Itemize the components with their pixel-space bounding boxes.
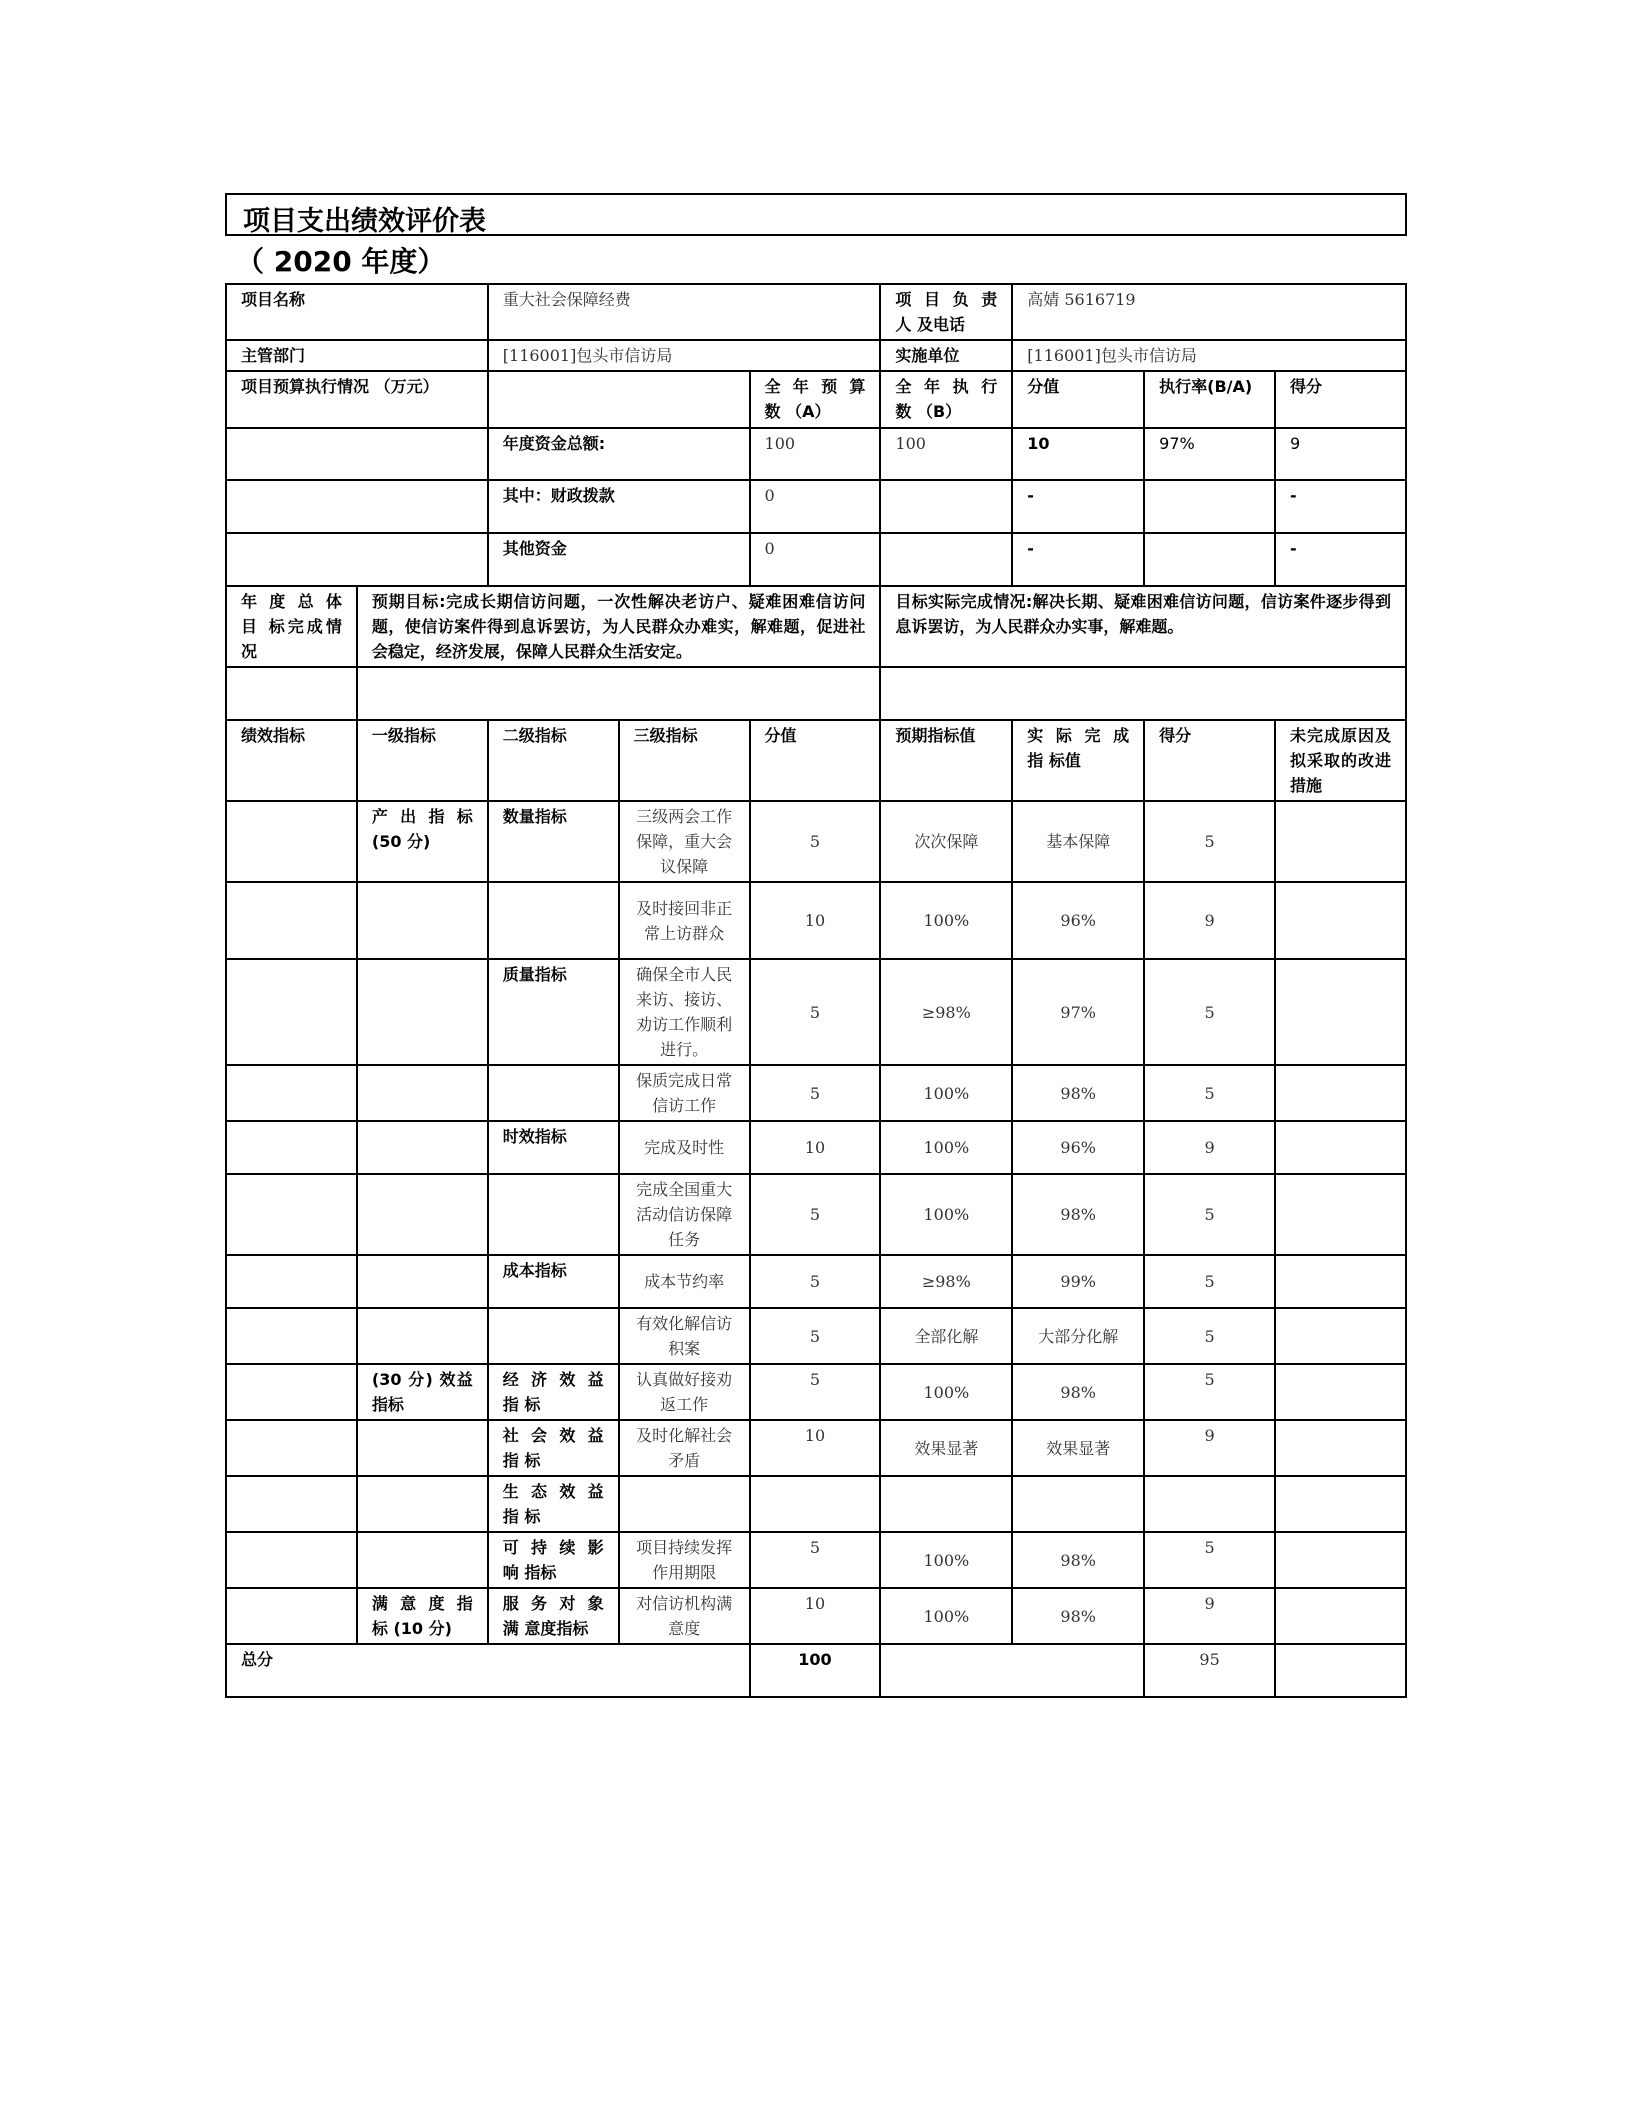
budget-row (226, 533, 1406, 586)
perf-l2 (488, 882, 619, 959)
perf-value: 5 (750, 1364, 881, 1420)
perf-header: 绩效指标 (226, 720, 357, 801)
perf-expected: 次次保障 (880, 801, 1012, 882)
budget-header-b: 全 年 执 行 数 （B） (880, 371, 1012, 428)
perf-l3: 认真做好接劝返工作 (619, 1364, 750, 1420)
perf-value: 5 (750, 1532, 881, 1588)
budget-row-b (880, 533, 1012, 586)
perf-row (226, 1174, 1406, 1255)
perf-value: 10 (750, 1121, 881, 1174)
perf-score: 9 (1144, 1420, 1275, 1476)
perf-l3: 完成及时性 (619, 1121, 750, 1174)
perf-row (226, 1476, 1406, 1532)
perf-actual (1012, 1476, 1144, 1532)
perf-l2: 时效指标 (488, 1121, 619, 1174)
perf-header: 未完成原因及拟采取的改进措施 (1275, 720, 1406, 801)
perf-expected: 效果显著 (880, 1420, 1012, 1476)
perf-score: 5 (1144, 1308, 1275, 1364)
perf-l1: 满 意 度 指 标 (10 分) (357, 1588, 488, 1644)
unit-label: 实施单位 (880, 340, 1012, 371)
perf-reason (1275, 1364, 1406, 1420)
perf-value: 10 (750, 1420, 881, 1476)
perf-score: 9 (1144, 882, 1275, 959)
perf-blank (226, 1255, 357, 1308)
perf-l1: 产 出 指 标 (50 分) (357, 801, 488, 882)
budget-header-rate: 执行率(B/A) (1144, 371, 1275, 428)
perf-expected: ≥98% (880, 959, 1012, 1065)
perf-reason (1275, 1532, 1406, 1588)
perf-l2: 质量指标 (488, 959, 619, 1065)
perf-header: 得分 (1144, 720, 1275, 801)
perf-l3: 保质完成日常信访工作 (619, 1065, 750, 1121)
perf-reason (1275, 1121, 1406, 1174)
perf-blank (226, 1420, 357, 1476)
budget-row-rate: 97% (1144, 428, 1275, 480)
row-dept (226, 340, 1406, 371)
perf-l3: 项目持续发挥作用期限 (619, 1532, 750, 1588)
perf-blank (226, 1532, 357, 1588)
budget-label: 项目预算执行情况 （万元） (226, 371, 488, 428)
perf-reason (1275, 1588, 1406, 1644)
perf-l3: 成本节约率 (619, 1255, 750, 1308)
perf-blank (226, 959, 357, 1065)
form-title-box (225, 193, 1407, 236)
perf-l1 (357, 959, 488, 1065)
perf-score: 5 (1144, 1364, 1275, 1420)
perf-expected: 100% (880, 1121, 1012, 1174)
perf-expected: 100% (880, 1532, 1012, 1588)
budget-row-score-value: 10 (1012, 428, 1144, 480)
perf-expected (880, 1476, 1012, 1532)
perf-reason (1275, 882, 1406, 959)
perf-actual: 基本保障 (1012, 801, 1144, 882)
row-perf-header (226, 720, 1406, 801)
perf-l2 (488, 1308, 619, 1364)
budget-row-b (880, 480, 1012, 533)
budget-row-rate (1144, 533, 1275, 586)
perf-expected: 100% (880, 1065, 1012, 1121)
budget-row-score-value: - (1012, 480, 1144, 533)
perf-l1 (357, 1255, 488, 1308)
budget-row-b: 100 (880, 428, 1012, 480)
perf-l3: 三级两会工作保障，重大会议保障 (619, 801, 750, 882)
perf-row (226, 1255, 1406, 1308)
budget-row-a: 0 (750, 480, 881, 533)
perf-l1 (357, 882, 488, 959)
perf-row (226, 1121, 1406, 1174)
perf-reason (1275, 959, 1406, 1065)
form-title: 项目支出绩效评价表 (243, 206, 486, 237)
perf-row (226, 1420, 1406, 1476)
perf-l3: 确保全市人民来访、接访、劝访工作顺利进行。 (619, 959, 750, 1065)
budget-row-a: 100 (750, 428, 881, 480)
budget-row-name: 年度资金总额: (488, 428, 750, 480)
perf-row (226, 801, 1406, 882)
goals-expected: 预期目标:完成长期信访问题，一次性解决老访户、疑难困难信访问题，使信访案件得到息诉罢访，为人民群众办难实，解难题，促进社会稳定，经济发展，保障人民群众生活安定。 (357, 586, 881, 667)
perf-l3: 及时接回非正常上访群众 (619, 882, 750, 959)
perf-row (226, 882, 1406, 959)
perf-expected: 100% (880, 1364, 1012, 1420)
perf-header: 分值 (750, 720, 881, 801)
perf-l3 (619, 1476, 750, 1532)
budget-row-a: 0 (750, 533, 881, 586)
budget-header-empty (488, 371, 750, 428)
perf-l1 (357, 1420, 488, 1476)
perf-l1 (357, 1308, 488, 1364)
perf-l3: 完成全国重大活动信访保障任务 (619, 1174, 750, 1255)
blank-cell (226, 667, 357, 720)
budget-header-a: 全 年 预 算 数 （A） (750, 371, 881, 428)
perf-row (226, 1065, 1406, 1121)
perf-score: 5 (1144, 801, 1275, 882)
row-goals (226, 586, 1406, 667)
perf-blank (226, 1174, 357, 1255)
perf-l3: 有效化解信访积案 (619, 1308, 750, 1364)
row-project-name (226, 284, 1406, 340)
total-reason (1275, 1644, 1406, 1697)
budget-row-blank (226, 533, 488, 586)
total-score: 95 (1144, 1644, 1275, 1697)
form-year: （ 2020 年度） (236, 245, 446, 278)
perf-reason (1275, 801, 1406, 882)
budget-row-blank (226, 428, 488, 480)
perf-l1 (357, 1532, 488, 1588)
perf-l1: (30 分) 效益指标 (357, 1364, 488, 1420)
perf-score: 5 (1144, 1532, 1275, 1588)
goals-label: 年 度 总 体 目 标完成情况 (226, 586, 357, 667)
perf-blank (226, 1121, 357, 1174)
perf-value: 5 (750, 1174, 881, 1255)
perf-l1 (357, 1174, 488, 1255)
perf-l1 (357, 1476, 488, 1532)
total-blank (880, 1644, 1144, 1697)
total-label: 总分 (226, 1644, 750, 1697)
row-goals-blank (226, 667, 1406, 720)
budget-row-name: 其他资金 (488, 533, 750, 586)
perf-actual: 97% (1012, 959, 1144, 1065)
perf-row (226, 959, 1406, 1065)
perf-actual: 98% (1012, 1588, 1144, 1644)
perf-reason (1275, 1174, 1406, 1255)
dept-value: [116001]包头市信访局 (488, 340, 881, 371)
unit-value: [116001]包头市信访局 (1012, 340, 1406, 371)
budget-row-score: - (1275, 533, 1406, 586)
perf-blank (226, 1364, 357, 1420)
perf-score: 9 (1144, 1588, 1275, 1644)
perf-reason (1275, 1065, 1406, 1121)
perf-expected: 全部化解 (880, 1308, 1012, 1364)
perf-actual: 98% (1012, 1532, 1144, 1588)
contact-value: 高婧 5616719 (1012, 284, 1406, 340)
perf-row (226, 1364, 1406, 1420)
perf-header: 二级指标 (488, 720, 619, 801)
perf-l2: 可 持 续 影 响 指标 (488, 1532, 619, 1588)
perf-score: 5 (1144, 959, 1275, 1065)
perf-l2: 服 务 对 象 满 意度指标 (488, 1588, 619, 1644)
perf-value: 5 (750, 1308, 881, 1364)
perf-actual: 效果显著 (1012, 1420, 1144, 1476)
blank-cell (880, 667, 1406, 720)
perf-blank (226, 882, 357, 959)
perf-score (1144, 1476, 1275, 1532)
perf-blank (226, 1476, 357, 1532)
perf-l2: 生 态 效 益 指 标 (488, 1476, 619, 1532)
perf-header: 一级指标 (357, 720, 488, 801)
perf-reason (1275, 1308, 1406, 1364)
project-name-value: 重大社会保障经费 (488, 284, 881, 340)
perf-actual: 96% (1012, 882, 1144, 959)
budget-row (226, 428, 1406, 480)
row-total (226, 1644, 1406, 1697)
perf-l1 (357, 1121, 488, 1174)
dept-label: 主管部门 (226, 340, 488, 371)
perf-value: 5 (750, 801, 881, 882)
perf-l3: 及时化解社会矛盾 (619, 1420, 750, 1476)
perf-reason (1275, 1255, 1406, 1308)
goals-actual: 目标实际完成情况:解决长期、疑难困难信访问题，信访案件逐步得到息诉罢访，为人民群众办实事，解难题。 (880, 586, 1406, 667)
budget-row-score-value: - (1012, 533, 1144, 586)
perf-value: 10 (750, 882, 881, 959)
perf-header: 三级指标 (619, 720, 750, 801)
perf-header: 预期指标值 (880, 720, 1012, 801)
perf-actual: 98% (1012, 1065, 1144, 1121)
budget-row-name: 其中：财政拨款 (488, 480, 750, 533)
perf-row (226, 1532, 1406, 1588)
row-budget-header (226, 371, 1406, 428)
perf-value (750, 1476, 881, 1532)
perf-reason (1275, 1476, 1406, 1532)
budget-row-blank (226, 480, 488, 533)
budget-header-score: 得分 (1275, 371, 1406, 428)
perf-score: 5 (1144, 1255, 1275, 1308)
budget-row-rate (1144, 480, 1275, 533)
blank-cell (357, 667, 881, 720)
perf-actual: 98% (1012, 1174, 1144, 1255)
budget-header-score-value: 分值 (1012, 371, 1144, 428)
evaluation-table (225, 283, 1407, 1698)
perf-l2: 成本指标 (488, 1255, 619, 1308)
perf-header: 实 际 完 成 指 标值 (1012, 720, 1144, 801)
budget-row (226, 480, 1406, 533)
perf-l2: 社 会 效 益 指 标 (488, 1420, 619, 1476)
perf-reason (1275, 1420, 1406, 1476)
perf-blank (226, 801, 357, 882)
perf-value: 5 (750, 1065, 881, 1121)
perf-l2 (488, 1174, 619, 1255)
contact-label: 项 目 负 责 人 及电话 (880, 284, 1012, 340)
perf-actual: 96% (1012, 1121, 1144, 1174)
total-value: 100 (750, 1644, 881, 1697)
perf-actual: 大部分化解 (1012, 1308, 1144, 1364)
perf-score: 9 (1144, 1121, 1275, 1174)
perf-actual: 99% (1012, 1255, 1144, 1308)
perf-score: 5 (1144, 1065, 1275, 1121)
perf-l2: 数量指标 (488, 801, 619, 882)
perf-l2 (488, 1065, 619, 1121)
perf-value: 5 (750, 959, 881, 1065)
perf-row (226, 1308, 1406, 1364)
perf-value: 5 (750, 1255, 881, 1308)
perf-actual: 98% (1012, 1364, 1144, 1420)
budget-row-score: - (1275, 480, 1406, 533)
perf-value: 10 (750, 1588, 881, 1644)
perf-blank (226, 1308, 357, 1364)
perf-score: 5 (1144, 1174, 1275, 1255)
perf-expected: ≥98% (880, 1255, 1012, 1308)
project-name-label: 项目名称 (226, 284, 488, 340)
perf-blank (226, 1588, 357, 1644)
perf-blank (226, 1065, 357, 1121)
perf-expected: 100% (880, 1588, 1012, 1644)
budget-row-score: 9 (1275, 428, 1406, 480)
perf-expected: 100% (880, 1174, 1012, 1255)
perf-l3: 对信访机构满意度 (619, 1588, 750, 1644)
perf-l1 (357, 1065, 488, 1121)
perf-row (226, 1588, 1406, 1644)
perf-l2: 经 济 效 益 指 标 (488, 1364, 619, 1420)
perf-expected: 100% (880, 882, 1012, 959)
